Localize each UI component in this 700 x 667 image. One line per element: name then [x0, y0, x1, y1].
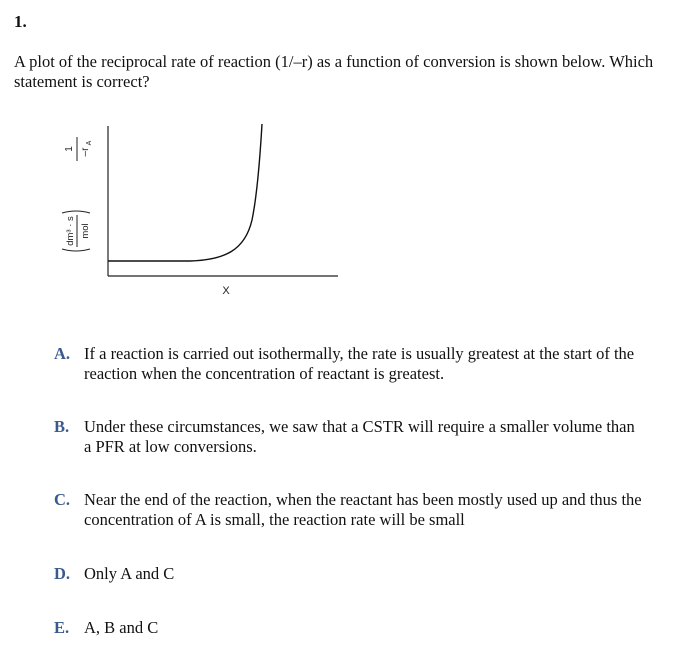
question-text: A plot of the reciprocal rate of reaction (1/–r) as a function of conversion is shown below. Which statement is correct? [14, 52, 654, 91]
option-c-letter: C. [54, 490, 71, 509]
units-right-paren [62, 211, 90, 213]
option-a-letter: A. [54, 344, 71, 363]
plot-svg [40, 118, 360, 308]
question-number: 1. [14, 12, 27, 31]
option-b-letter: B. [54, 417, 70, 436]
y-label-denominator-sub: A [86, 140, 93, 146]
reciprocal-rate-curve [108, 124, 262, 261]
y-axis-label-group [62, 137, 93, 251]
option-b-text: Under these circumstances, we saw that a CSTR will require a smaller volume than a PFR at low conversions. [84, 417, 635, 456]
option-c-text: Near the end of the reaction, when the reactant has been mostly used up and thus the concentration of A is small, the reaction rate will be small [84, 490, 642, 529]
option-e-text: A, B and C [84, 618, 159, 637]
option-d-letter: D. [54, 564, 71, 583]
x-axis-label: X [222, 285, 230, 297]
units-left-paren [62, 249, 90, 251]
option-a-text: If a reaction is carried out isothermally, the rate is usually greatest at the start of the reaction when the concentration of reactant is greatest. [84, 344, 635, 383]
y-units-denominator: mol [80, 223, 91, 239]
option-e-letter: E. [54, 618, 70, 637]
y-label-numerator: 1 [64, 146, 75, 152]
y-label-denominator: –r [80, 147, 91, 157]
reciprocal-rate-plot [40, 118, 360, 308]
y-units-numerator: dm³ · s [65, 216, 76, 246]
option-d-text: Only A and C [84, 564, 175, 583]
